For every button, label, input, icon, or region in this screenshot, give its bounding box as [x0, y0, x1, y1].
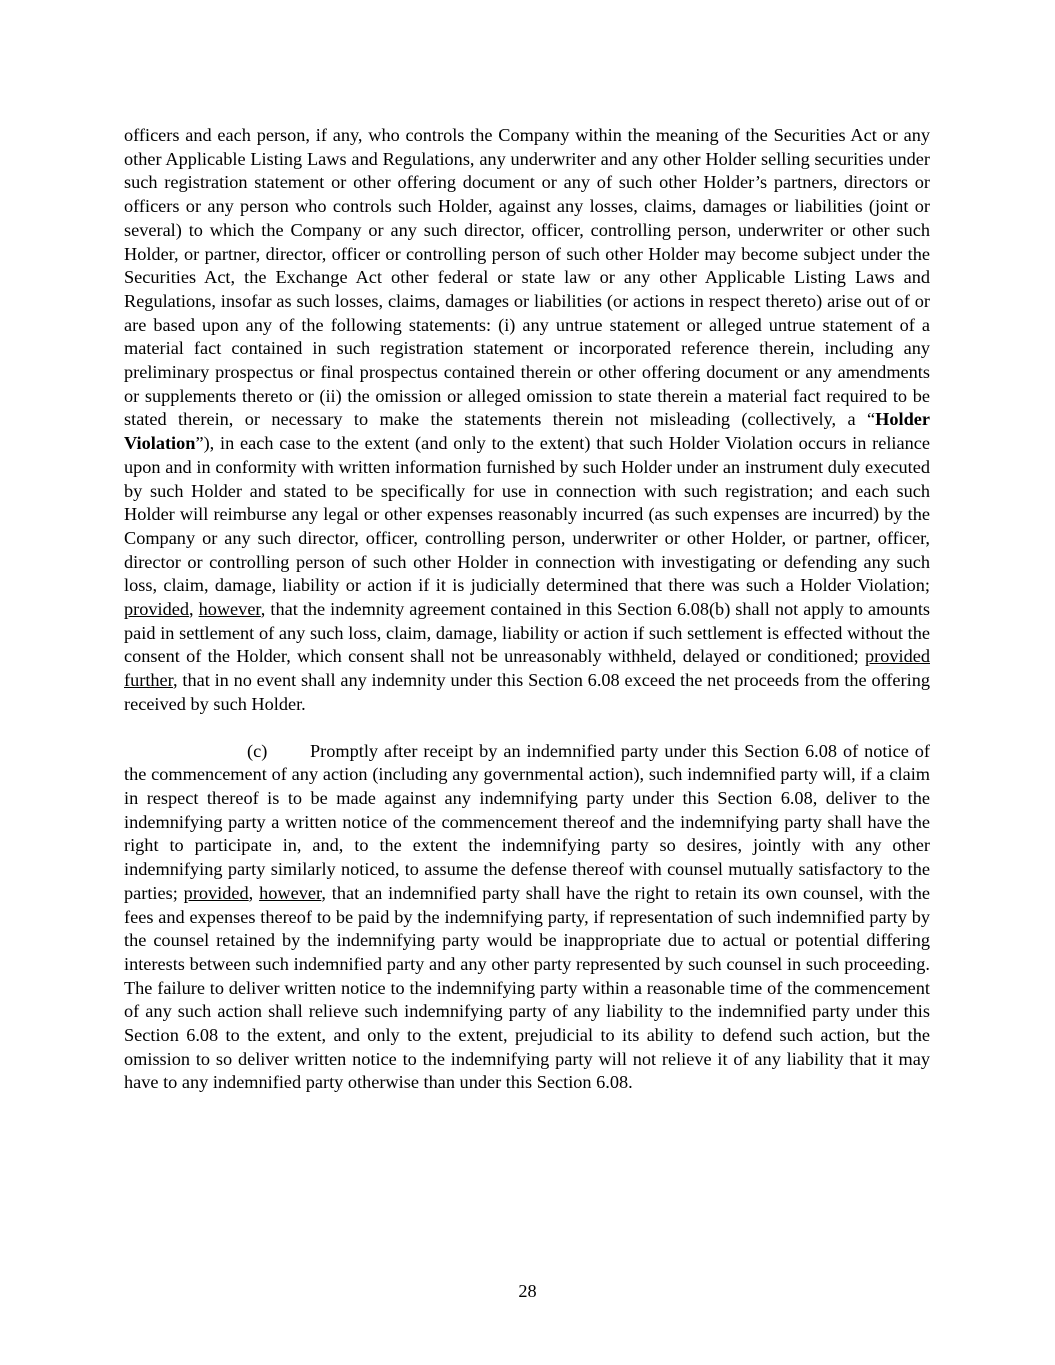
underlined-term-however: however — [259, 882, 322, 903]
underlined-term-provided: provided — [183, 882, 249, 903]
paragraph-text: , that the indemnity agreement contained in this Section 6.08(b) shall not apply to amounts paid in settlement of any such loss, claim, damage, liability or action if such settlement is effected without the consent of the Holder, which consent shall not be unreasonably withheld, delayed or conditioned; — [124, 599, 931, 667]
paragraph-text: , — [188, 599, 199, 620]
paragraph-text: ”), in each case to the extent (and only to the extent) that such Holder Violation occurs in reliance upon and in conformity with written information furnished by such Holder under an instrument duly executed by such Holder and stated to be specifically for use in connection with such registration; and each such Holder will reimburse any legal or other expenses reasonably incurred (as such expenses are incurred) by the Company or any such director, officer, controlling person, underwriter or other Holder, or partner, officer, director or controlling person of such other Holder in connection with investigating or defending any such loss, claim, damage, liability or action if it is judicially determined that there was such a Holder Violation; — [124, 433, 930, 596]
paragraph-text: , that an indemnified party shall have the right to retain its own counsel, with the fees and expenses thereof to be paid by the indemnifying party, if representation of such indemnified party by the counsel retained by the indemnifying party would be inappropriate due to actual or potential differing interests between such indemnified party and any other party represented by such counsel in such proceeding. The failure to deliver written notice to the indemnifying party within a reasonable time of the commencement of any such action shall relieve such indemnifying party of any liability to the indemnified party under this Section 6.08 to the extent, and only to the extent, prejudicial to its ability to defend such action, but the omission to so deliver written notice to the indemnifying party will not relieve it of any liability that it may have to any indemnified party otherwise than under this Section 6.08. — [124, 882, 931, 1093]
section-label: (c) — [247, 740, 268, 761]
underlined-term-provided: provided — [865, 646, 930, 667]
page-number: 28 — [518, 1281, 537, 1301]
defined-term-holder-violation: Holder Violation — [124, 409, 930, 454]
paragraph-holder-indemnity — [124, 124, 930, 717]
underlined-term-however: however — [198, 599, 261, 620]
underlined-term-further: further — [124, 670, 174, 691]
document-page — [124, 124, 930, 1095]
paragraph-text: , — [248, 882, 260, 903]
paragraph-section-c — [124, 740, 930, 1096]
underlined-term-provided: provided — [124, 599, 189, 620]
paragraph-text: officers and each person, if any, who controls the Company within the meaning of the Securities Act or any other Applicable Listing Laws and Regulations, any underwriter and any other Holder selling securities under such registration statement or other offering document or any of such other Holder’s partners, directors or officers or any person who controls such Holder, against any losses, claims, damages or liabilities (joint or several) to which the Company or any such director, officer, controlling person, underwriter or other such Holder, or partner, director, officer or controlling person of such other Holder may become subject under the Securities Act, the Exchange Act other federal or state law or any other Applicable Listing Laws and Regulations, insofar as such losses, claims, damages or liabilities (or actions in respect thereto) arise out of or are based upon any of the following statements: (i) any untrue statement or alleged untrue statement of a material fact contained in such registration statement or incorporated reference therein, including any preliminary prospectus or final prospectus contained therein or other offering document or any amendments or supplements thereto or (ii) the omission or alleged omission to state therein a material fact required to be stated therein, or necessary to make the statements therein not misleading (collectively, a “ — [124, 125, 930, 430]
paragraph-text: , that in no event shall any indemnity under this Section 6.08 exceed the net proceeds from the offering received by such Holder. — [124, 670, 930, 714]
paragraph-text: Promptly after receipt by an indemnified party under this Section 6.08 of notice of the commencement of any action (including any governmental action), such indemnified party will, if a claim in respect thereof is to be made against any indemnifying party under this Section 6.08, deliver to the indemnifying party a written notice of the commencement thereof and the indemnifying party shall have the right to participate in, and, to the extent the indemnifying party so desires, jointly with any other indemnifying party similarly noticed, to assume the defense thereof with counsel mutually satisfactory to the parties; — [124, 740, 930, 903]
